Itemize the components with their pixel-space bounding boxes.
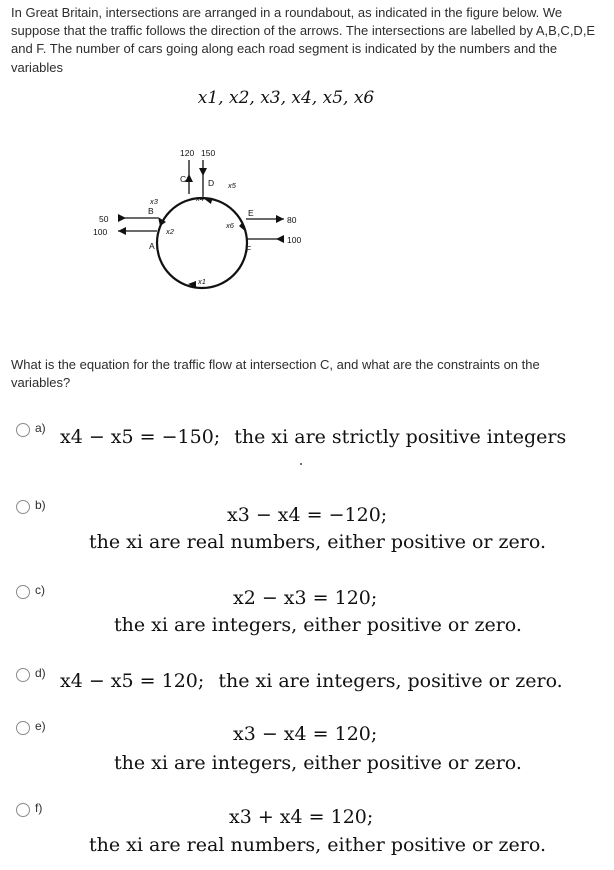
option-b-letter: b) [35, 498, 46, 512]
option-f-equation: x3 + x4 = 120; [229, 806, 374, 828]
node-D: D [208, 178, 215, 188]
intro-paragraph: In Great Britain, intersections are arranged in a roundabout, as indicated in the figure below. We suppose that the traffic follows the direction of the arrows. The intersections are labelled by A,B,C,D,E and F. The number of cars going along each road segment is indicated by the numbers and the variables [11, 5, 596, 75]
label-50: 50 [99, 214, 109, 224]
var-x2: x2 [166, 227, 174, 236]
option-b-constraint: the xi are real numbers, either positive or zero. [89, 531, 547, 553]
node-B: B [148, 206, 154, 216]
option-f-radio[interactable] [16, 803, 30, 817]
option-c-constraint: the xi are integers, either positive or zero. [114, 614, 522, 636]
option-e-letter: e) [35, 719, 46, 733]
roundabout-figure [82, 144, 322, 302]
option-b-equation: x3 − x4 = −120; [227, 504, 388, 526]
variables-list: x1, x2, x3, x4, x5, x6 [197, 88, 375, 108]
var-x4: x4 [196, 194, 204, 203]
label-100-left: 100 [93, 227, 108, 237]
node-C: C [180, 174, 187, 184]
option-d-radio[interactable] [16, 668, 30, 682]
var-x3: x3 [150, 197, 158, 206]
node-F: F [246, 244, 252, 254]
option-f-constraint: the xi are real numbers, either positive or zero. [89, 834, 547, 856]
option-a-equation: x4 − x5 = −150; [60, 426, 221, 448]
node-E: E [248, 208, 254, 218]
option-d-equation: x4 − x5 = 120; [60, 670, 205, 692]
node-A: A [149, 241, 155, 251]
option-f-letter: f) [35, 801, 43, 815]
option-e-constraint: the xi are integers, either positive or zero. [114, 752, 522, 774]
var-x1: x1 [198, 277, 206, 286]
option-a-constraint: the xi are strictly positive integers [234, 426, 567, 448]
label-150: 150 [201, 148, 216, 158]
option-a-radio[interactable] [16, 423, 30, 437]
option-a-text [60, 426, 566, 448]
var-x5: x5 [228, 181, 236, 190]
option-c-letter: c) [35, 583, 45, 597]
stray-dot [300, 463, 302, 465]
label-100-right: 100 [287, 235, 302, 245]
option-c-equation: x2 − x3 = 120; [233, 587, 378, 609]
label-80: 80 [287, 215, 297, 225]
label-120: 120 [180, 148, 195, 158]
question-text: What is the equation for the traffic flow at intersection C, and what are the constraints on the variables? [11, 357, 540, 391]
option-b-radio[interactable] [16, 500, 30, 514]
option-d-letter: d) [35, 666, 46, 680]
option-c-radio[interactable] [16, 585, 30, 599]
option-d-text [60, 670, 563, 692]
option-e-radio[interactable] [16, 721, 30, 735]
var-x6: x6 [226, 221, 234, 230]
option-a-letter: a) [35, 421, 46, 435]
option-e-equation: x3 − x4 = 120; [233, 723, 378, 745]
option-d-constraint: the xi are integers, positive or zero. [218, 670, 563, 692]
roundabout-circle [157, 198, 247, 288]
